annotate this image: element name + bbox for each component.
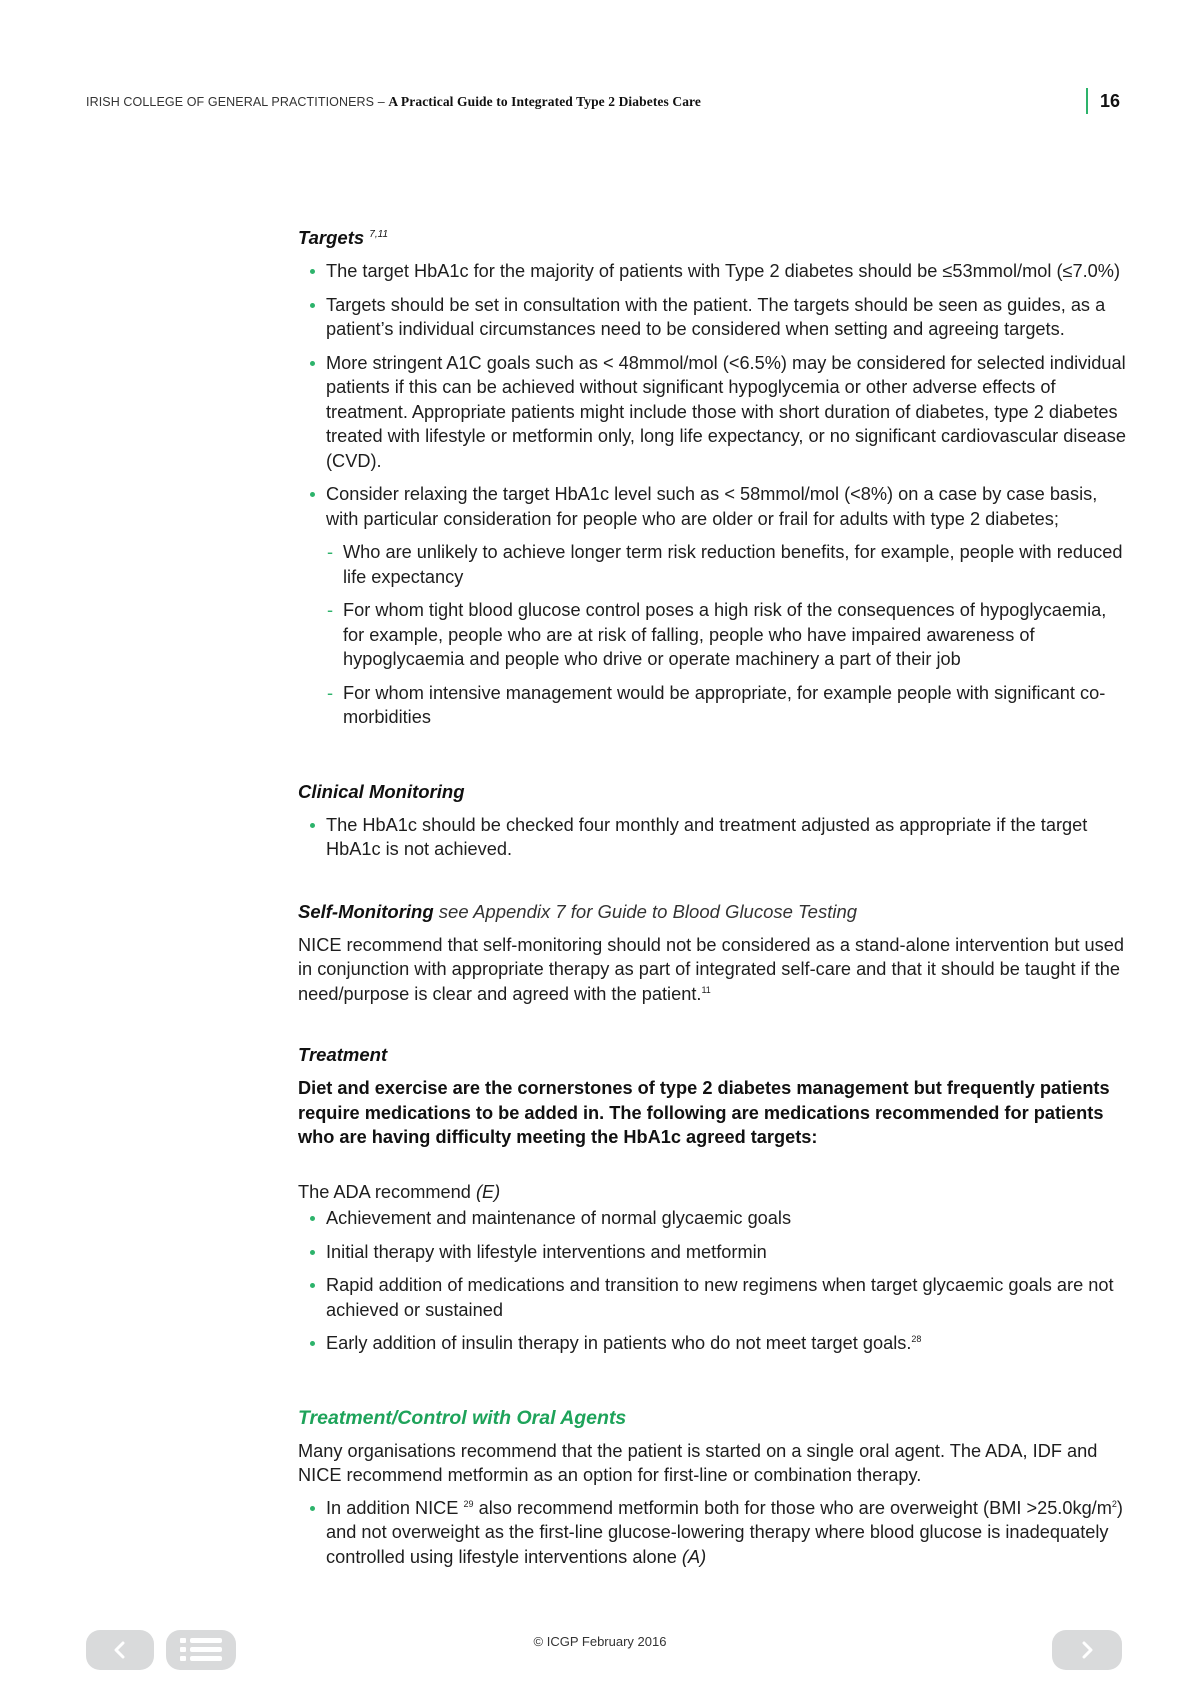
header-title: A Practical Guide to Integrated Type 2 Diabetes Care <box>388 94 701 109</box>
bullet-icon <box>310 1216 315 1221</box>
chevron-right-icon <box>1076 1639 1098 1661</box>
ada-intro: The ADA recommend (E) <box>298 1181 501 1202</box>
clinical-monitoring-heading: Clinical Monitoring <box>298 780 465 802</box>
oral-agents-list <box>298 1496 1128 1570</box>
bullet-icon <box>310 1506 315 1511</box>
appendix-reference: see Appendix 7 for Guide to Blood Glucose Testing <box>438 900 858 922</box>
list-item: Initial therapy with lifestyle interventions and metformin <box>298 1240 1128 1265</box>
list-item: The HbA1c should be checked four monthly and treatment adjusted as appropriate if the target HbA1c is not achieved. <box>298 813 1128 862</box>
self-monitoring-heading: Self-Monitoring see Appendix 7 for Guide to Blood Glucose Testing <box>298 900 858 922</box>
clinical-monitoring-list <box>298 813 1128 862</box>
footer-copyright: © ICGP February 2016 <box>533 1634 667 1649</box>
treatment-heading: Treatment <box>298 1044 388 1066</box>
self-monitoring-text: NICE recommend that self-monitoring should not be considered as a stand-alone intervention but used in conjunction with appropriate therapy as part of integrated self-care and that it should be taught if the need/purpose is clear and agreed with the patient.$^{11}$ <box>298 934 1124 1004</box>
citation: 29 <box>463 1498 474 1509</box>
targets-sub-list <box>326 540 1128 730</box>
bullet-icon <box>310 823 315 828</box>
dash-icon: - <box>327 682 334 703</box>
targets-refs: 7,11 <box>369 229 389 240</box>
bullet-icon <box>310 269 315 274</box>
sub-list-item: - Who are unlikely to achieve longer term risk reduction benefits, for example, people with reduced life expectancy <box>327 542 1123 587</box>
list-item: Consider relaxing the target HbA1c level such as < 58mmol/mol (<8%) on a case by case basis, with particular consideration for people who are older or frail for adults with type 2 diabetes; <box>298 482 1128 531</box>
bullet-icon <box>310 303 315 308</box>
bullet-icon <box>310 1250 315 1255</box>
bullet-icon <box>310 1341 315 1346</box>
header-org: IRISH COLLEGE OF GENERAL PRACTITIONERS <box>86 95 375 109</box>
treatment-list <box>298 1206 1128 1356</box>
list-item: More stringent A1C goals such as < 48mmol/mol (<6.5%) may be considered for selected individual patients if this can be achieved without significant hypoglycemia or other adverse effects of treatment. Appropriate patients might include those with short duration of diabetes, type 2 diabetes treated with lifestyle or metformin only, long life expectancy, or no significant cardiovascular disease (CVD). <box>298 351 1128 474</box>
dash-icon: - <box>327 600 334 621</box>
treatment-bold-text: Diet and exercise are the cornerstones of type 2 diabetes management but frequently patients require medications to be added in. The following are medications recommended for patients who are having difficulty meeting the HbA1c agreed targets: <box>298 1078 1110 1148</box>
list-item: Rapid addition of medications and transition to new regimens when target glycaemic goals are not achieved or sustained <box>298 1273 1128 1322</box>
header-separator: – <box>374 95 389 109</box>
list-item: Targets should be set in consultation with the patient. The targets should be seen as guides, as a patient’s individual circumstances need to be considered when setting and agreeing targets. <box>298 293 1128 342</box>
bullet-icon <box>310 492 315 497</box>
citation: 11 <box>701 984 711 995</box>
targets-list <box>298 259 1128 531</box>
evidence-grade: (A) <box>681 1546 707 1567</box>
targets-heading: Targets $^{7,11}$ <box>298 227 389 249</box>
list-icon <box>176 1635 226 1665</box>
next-page-button[interactable] <box>1052 1630 1122 1670</box>
running-header <box>86 94 1116 118</box>
list-item: Early addition of insulin therapy in patients who do not meet target goals.$^{28}$ <box>298 1331 1128 1356</box>
citation: 28 <box>911 1334 922 1345</box>
superscript: 2 <box>1111 1498 1117 1509</box>
previous-page-button[interactable] <box>86 1630 154 1670</box>
list-item: In addition NICE $^{29}$ also recommend metformin both for those who are overweight (BMI >25.0kg/m$^2$) and not overweight as the first-line glucose-lowering therapy where blood glucose is inadequately controlled using lifestyle interventions alone (A) <box>298 1496 1128 1570</box>
bullet-icon <box>310 361 315 366</box>
bullet-icon <box>310 1283 315 1288</box>
page-number: 16 <box>1086 88 1120 114</box>
oral-agents-heading: Treatment/Control with Oral Agents <box>298 1406 627 1429</box>
chevron-left-icon <box>109 1639 131 1661</box>
contents-button[interactable] <box>166 1630 236 1670</box>
evidence-grade: (E) <box>475 1181 501 1202</box>
oral-agents-text: Many organisations recommend that the patient is started on a single oral agent. The ADA, IDF and NICE recommend metformin as an option for first-line or combination therapy. <box>298 1440 1098 1486</box>
list-item: Achievement and maintenance of normal glycaemic goals <box>298 1206 1128 1231</box>
list-item: The target HbA1c for the majority of patients with Type 2 diabetes should be ≤53mmol/mol (≤7.0%) <box>298 259 1128 284</box>
dash-icon: - <box>327 542 334 563</box>
sub-list-item: - For whom tight blood glucose control poses a high risk of the consequences of hypoglycaemia, for example, people who are at risk of falling, people who have impaired awareness of hypoglycaemia and people who drive or operate machinery a part of their job <box>327 600 1107 670</box>
sub-list-item: - For whom intensive management would be appropriate, for example people with significant co-morbidities <box>327 682 1106 728</box>
main-content <box>298 222 1128 1578</box>
